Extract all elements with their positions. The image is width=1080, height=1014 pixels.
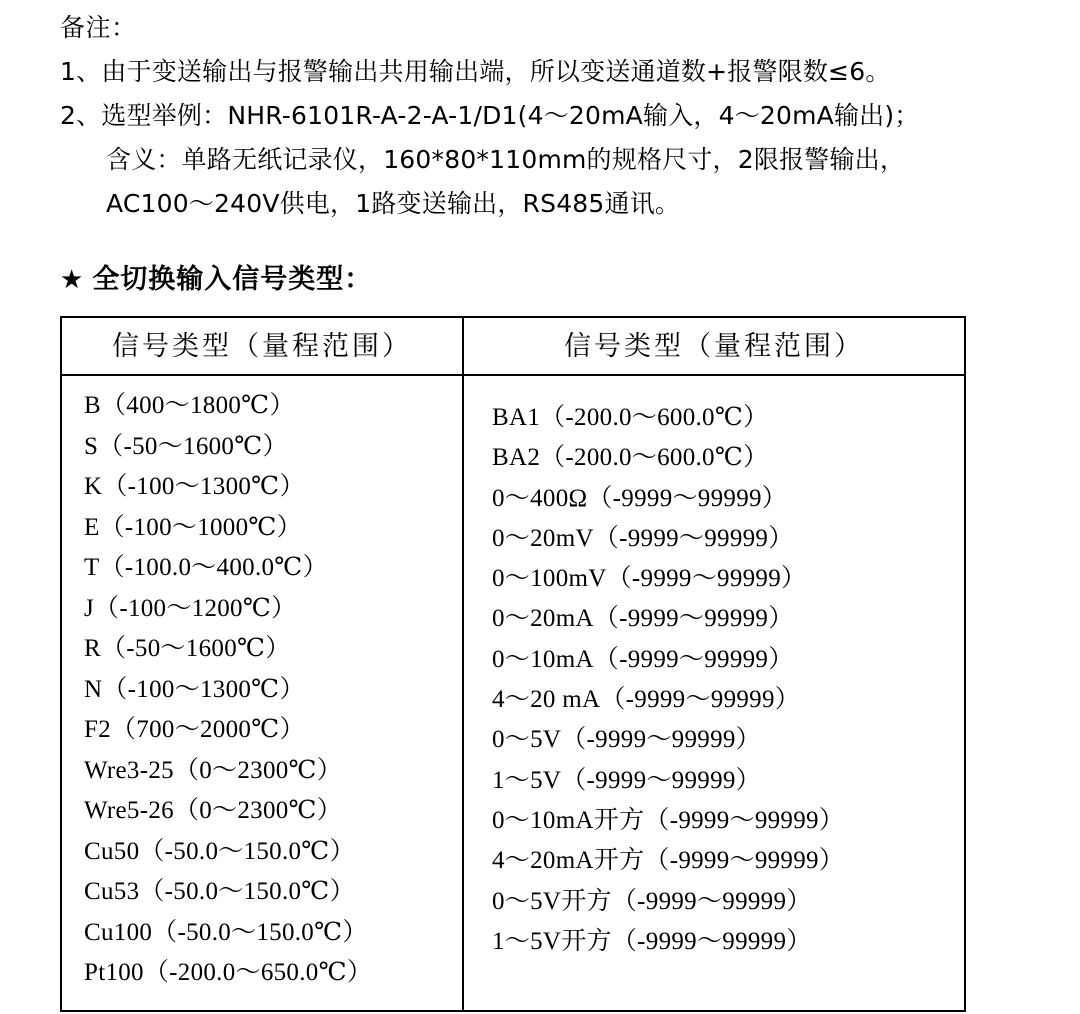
section-heading-label: 全切换输入信号类型： [92, 264, 373, 295]
list-item: 0～10mA（-9999～99999） [492, 645, 794, 673]
star-icon: ★ [60, 265, 85, 295]
list-item: 1～5V开方（-9999～99999） [492, 927, 812, 955]
list-item: 0～400Ω（-9999～99999） [492, 484, 788, 512]
list-item: Cu100（-50.0～150.0℃） [84, 918, 368, 946]
table-header-cell-right: 信号类型（量程范围） [463, 317, 965, 375]
list-item: B（400～1800℃） [84, 392, 295, 419]
note-text: 由于变送输出与报警输出共用输出端，所以变送通道数+报警限数≤6。 [101, 57, 891, 86]
list-item: S（-50～1600℃） [84, 432, 288, 460]
list-item: Pt100（-200.0～650.0℃） [84, 959, 373, 986]
list-item: 0～10mA开方（-9999～99999） [492, 806, 845, 834]
list-item: BA1（-200.0～600.0℃） [492, 404, 769, 431]
list-item: BA2（-200.0～600.0℃） [492, 444, 769, 472]
list-item: E（-100～1000℃） [84, 513, 302, 541]
list-item: 0～5V（-9999～99999） [492, 726, 761, 754]
list-item: N（-100～1300℃） [84, 675, 305, 703]
notes-title: 备注： [60, 13, 137, 42]
table-head [61, 317, 965, 375]
table-header-cell-left: 信号类型（量程范围） [61, 317, 463, 375]
table-cell-left [61, 375, 463, 1011]
note-number: 1、 [60, 57, 102, 86]
list-item: 0～100mV（-9999～99999） [492, 565, 807, 593]
list-item: Wre5-26（0～2300℃） [84, 797, 343, 824]
list-item: J（-100～1200℃） [84, 594, 297, 622]
note-item [60, 94, 1056, 138]
signal-type-table [60, 316, 966, 1012]
list-item: 4～20mA开方（-9999～99999） [492, 847, 845, 875]
list-item: F2（700～2000℃） [84, 716, 305, 743]
right-signal-list [464, 398, 964, 962]
list-item: Cu50（-50.0～150.0℃） [84, 837, 355, 865]
table-header-row [61, 317, 965, 375]
note-continuation-line: AC100～240V供电，1路变送输出，RS485通讯。 [106, 189, 681, 218]
list-item: K（-100～1300℃） [84, 473, 305, 500]
list-item: R（-50～1600℃） [84, 635, 291, 662]
notes-block [60, 6, 1056, 226]
note-continuation-line: 含义：单路无纸记录仪，160*80*110mm的规格尺寸，2限报警输出， [106, 145, 906, 174]
note-number: 2、 [60, 101, 102, 130]
list-item: Wre3-25（0～2300℃） [84, 756, 343, 784]
list-item: 0～5V开方（-9999～99999） [492, 887, 812, 915]
section-heading [60, 260, 1056, 300]
left-signal-list [62, 386, 462, 994]
table-row [61, 375, 965, 1011]
list-item: 1～5V（-9999～99999） [492, 766, 761, 794]
note-text: 选型举例：NHR-6101R-A-2-A-1/D1(4～20mA输入，4～20mA输出)； [101, 101, 920, 130]
list-item: 0～20mV（-9999～99999） [492, 524, 794, 552]
table-cell-right [463, 375, 965, 1011]
spacer [464, 386, 964, 398]
list-item: Cu53（-50.0～150.0℃） [84, 878, 355, 905]
list-item: 4～20 mA（-9999～99999） [492, 686, 801, 714]
list-item: 0～20mA（-9999～99999） [492, 605, 794, 633]
note-item [60, 50, 1056, 94]
table-body [61, 375, 965, 1011]
list-item: T（-100.0～400.0℃） [84, 554, 328, 581]
